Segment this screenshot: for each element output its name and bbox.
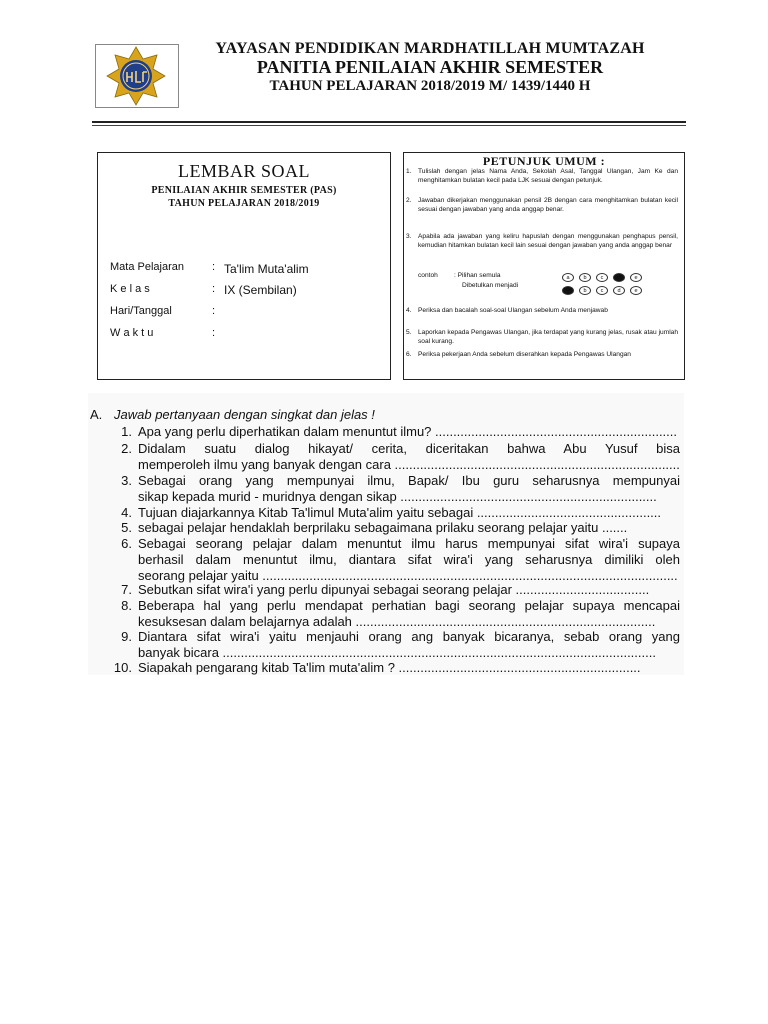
instruction-text: Laporkan kepada Pengawas Ulangan, jika terdapat yang kurang jelas, rusak atau jumlah soal kurang. (418, 329, 678, 345)
petunjuk-umum-box (403, 152, 685, 380)
instruction-item (406, 329, 678, 346)
question-line: sikap kepada murid - muridnya dengan sikap ....................................................................... (138, 489, 657, 504)
instruction-item (406, 307, 678, 316)
instruction-text: Periksa pekerjaan Anda sebelum diserahkan kepada Pengawas Ulangan (418, 351, 631, 358)
header-academic-year: TAHUN PELAJARAN 2018/2019 M/ 1439/1440 H (269, 78, 591, 94)
field-colon: : (212, 283, 216, 295)
question-line: banyak bicara ........................................................................................................................ (138, 645, 656, 660)
question-line: Sebagai seorang pelajar dalam menuntut ilmu harus mempunyai sifat wira'i supaya (138, 536, 680, 551)
lembar-subtitle-2: TAHUN PELAJARAN 2018/2019 (168, 198, 320, 209)
question-number: 8. (121, 598, 132, 613)
instruction-number: 4. (406, 307, 412, 314)
example-corrected-label: Dibetulkan menjadi (462, 282, 519, 289)
instruction-text: Apabila ada jawaban yang keliru hapuslah dengan menggunakan penghapus pensil, kemudian hitamkan bulatan kecil lain sesuai dengan jawaban yang anda anggap benar (418, 233, 678, 249)
field-value: Ta'lim Muta'alim (224, 262, 309, 276)
section-marker: A. (90, 407, 103, 422)
lembar-title: LEMBAR SOAL (177, 161, 310, 181)
question-number: 4. (121, 505, 132, 520)
example-original-label: : Pilihan semula (454, 272, 501, 279)
instruction-number: 3. (406, 233, 412, 240)
option-bubble-filled: d (613, 273, 625, 282)
header-divider-thin (92, 125, 686, 126)
field-colon: : (212, 261, 216, 273)
option-bubble: e (630, 273, 642, 282)
instruction-number: 6. (406, 351, 412, 358)
header-committee-name: PANITIA PENILAIAN AKHIR SEMESTER (256, 57, 604, 77)
question-line: Tujuan diajarkannya Kitab Ta'limul Muta'alim yaitu sebagai ................................................... (138, 505, 662, 520)
option-bubble: d (613, 286, 625, 295)
instruction-text: Tulislah dengan jelas Nama Anda, Sekolah Asal, Tanggal Ulangan, Jam Ke dan menghitamkan bulatan kecil pada LJK sesuai dengan petunjuk. (418, 168, 678, 184)
question-line: Sebutkan sifat wira'i yang perlu dipunyai sebagai seorang pelajar ..................................... (138, 582, 650, 597)
header-divider-thick (92, 121, 686, 123)
field-colon: : (212, 327, 216, 339)
question-number: 7. (121, 582, 132, 597)
instruction-number: 2. (406, 197, 412, 204)
question-number: 9. (121, 629, 132, 644)
option-bubble: a (562, 273, 574, 282)
question-number: 6. (121, 536, 132, 551)
instruction-number: 5. (406, 329, 412, 336)
option-bubble: b (579, 273, 591, 282)
option-bubble: b (579, 286, 591, 295)
question-line: Diantara sifat wira'i yaitu menjauhi orang ang banyak bicaranya, sebab orang yang (138, 629, 680, 644)
question-line: memperoleh ilmu yang banyak dengan cara ............................................................................... (138, 457, 680, 472)
question-line: sebagai pelajar hendaklah berprilaku sebagaimana prilaku seorang pelajar yaitu ....... (138, 520, 628, 535)
question-line: Siapakah pengarang kitab Ta'lim muta'alim ? ................................................................... (138, 660, 641, 675)
question-number: 10. (113, 660, 132, 675)
instruction-item (406, 168, 678, 185)
field-label: W a k t u (110, 327, 154, 339)
option-bubble: c (596, 286, 608, 295)
question-number: 5. (121, 520, 132, 535)
question-line: Apa yang perlu diperhatikan dalam menuntut ilmu? ................................................................... (138, 424, 678, 439)
question-line: Didalam suatu dialog hikayat/ cerita, diceritakan bahwa Abu Yusuf bisa (138, 441, 680, 456)
question-line: kesuksesan dalam belajarnya adalah ................................................................................... (138, 614, 656, 629)
field-label: K e l a s (110, 283, 150, 295)
petunjuk-title: PETUNJUK UMUM : (482, 154, 606, 168)
question-line: Beberapa hal yang perlu mendapat perhatian bagi seorang pelajar supaya mencapai (138, 598, 680, 613)
option-bubble: c (596, 273, 608, 282)
instruction-item (406, 197, 678, 214)
question-line: Sebagai orang yang mempunyai ilmu, Bapak/ Ibu guru seharusnya mempunyai (138, 473, 680, 488)
instruction-number: 1. (406, 168, 412, 175)
lembar-soal-box (97, 152, 391, 380)
star-emblem-icon (96, 45, 178, 107)
instruction-text: Periksa dan bacalah soal-soal Ulangan sebelum Anda menjawab (418, 307, 608, 314)
header-foundation-name: YAYASAN PENDIDIKAN MARDHATILLAH MUMTAZAH (215, 40, 645, 57)
field-label: Hari/Tanggal (110, 305, 172, 317)
foundation-logo (95, 44, 179, 108)
instruction-text: Jawaban dikerjakan menggunakan pensil 2B dengan cara menghitamkan bulatan kecil sesuai dengan jawaban yang anda anggap benar. (418, 197, 678, 213)
field-label: Mata Pelajaran (110, 261, 184, 273)
section-title: Jawab pertanyaan dengan singkat dan jelas ! (114, 407, 375, 422)
field-colon: : (212, 305, 216, 317)
option-bubble-filled: a (562, 286, 574, 295)
question-number: 2. (121, 441, 132, 456)
field-value: IX (Sembilan) (224, 283, 297, 297)
lembar-subtitle-1: PENILAIAN AKHIR SEMESTER (PAS) (151, 185, 337, 196)
question-line: berhasil dalam menuntut ilmu, diantara sifat wira'i yang seharusnya dimiliki oleh (138, 552, 680, 567)
example-label: contoh (418, 272, 438, 279)
question-line: seorang pelajar yaitu ................................................................................................................... (138, 568, 678, 583)
question-number: 3. (121, 473, 132, 488)
option-bubble: e (630, 286, 642, 295)
instruction-item (406, 351, 678, 360)
instruction-item (406, 233, 678, 250)
question-number: 1. (121, 424, 132, 439)
